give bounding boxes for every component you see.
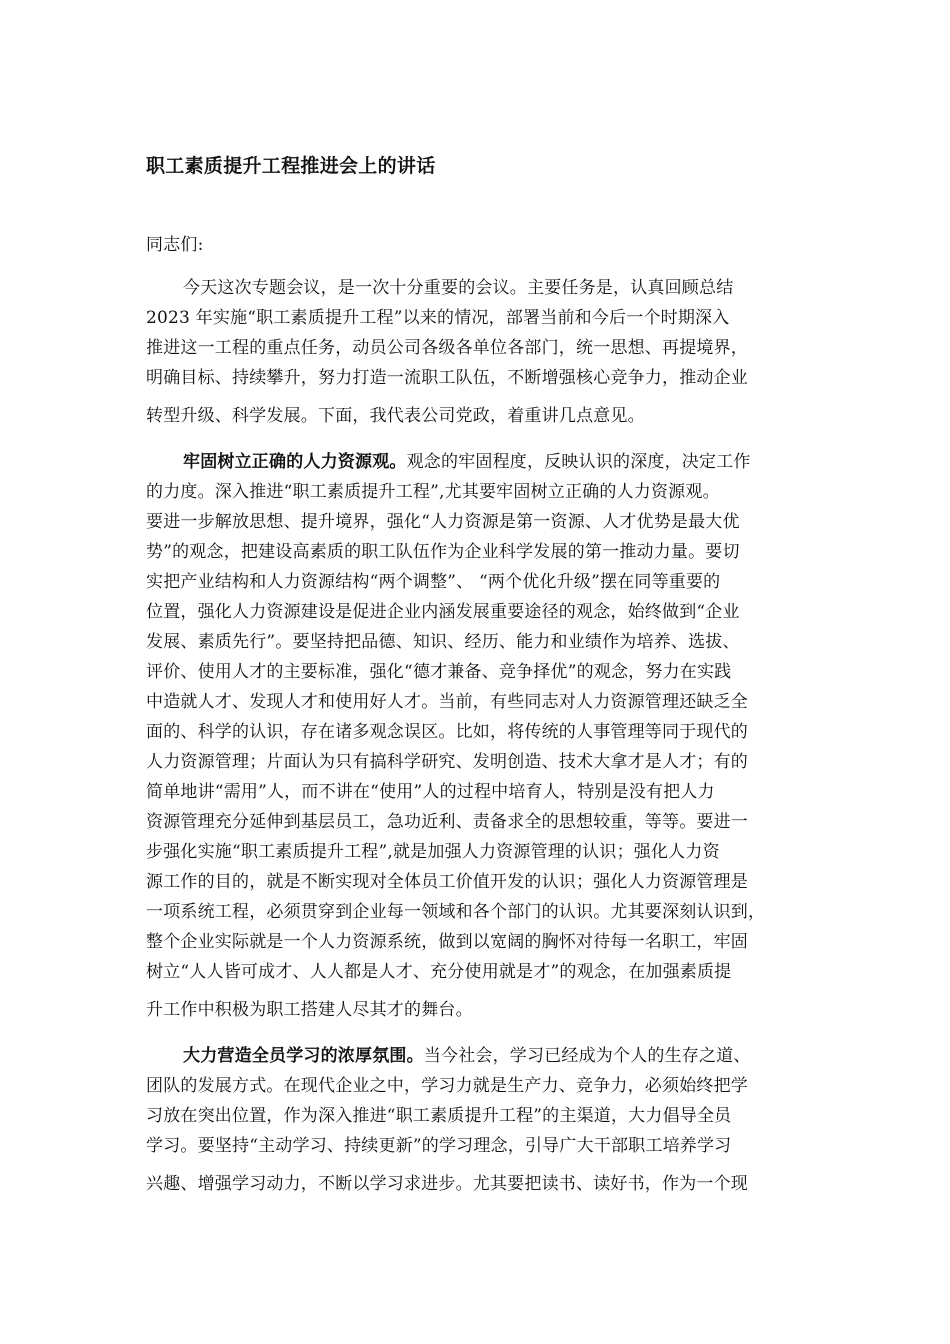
paragraph-2-line-1-text: 观念的牢固程度，反映认识的深度，决定工作 xyxy=(406,452,751,472)
paragraph-1-line-4: 明确目标、持续攀升，努力打造一流职工队伍，不断增强核心竞争力，推动企业 xyxy=(146,368,748,388)
paragraph-2-line-13: 资源管理充分延伸到基层员工，急功近利、责备求全的思想较重，等等。要进一 xyxy=(146,812,748,832)
paragraph-2-line-5: 实把产业结构和人力资源结构“两个调整”、 “两个优化升级”摆在同等重要的 xyxy=(146,572,721,592)
paragraph-2-line-17: 整个企业实际就是一个人力资源系统，做到以宽阔的胸怀对待每一名职工，牢固 xyxy=(146,932,748,952)
paragraph-2-line-14: 步强化实施“职工素质提升工程”,就是加强人力资源管理的认识；强化人力资 xyxy=(146,842,720,862)
paragraph-3-heading: 大力营造全员学习的浓厚氛围。 xyxy=(183,1046,424,1066)
paragraph-3-line-2: 团队的发展方式。在现代企业之中，学习力就是生产力、竞争力，必须始终把学 xyxy=(146,1076,748,1096)
paragraph-3-line-1 xyxy=(183,1044,751,1068)
paragraph-3-line-1-text: 当今社会，学习已经成为个人的生存之道、 xyxy=(423,1046,751,1066)
paragraph-2-line-6: 位置，强化人力资源建设是促进企业内涵发展重要途径的观念，始终做到“企业 xyxy=(146,602,740,622)
paragraph-2-line-4: 势”的观念，把建设高素质的职工队伍作为企业科学发展的第一推动力量。要切 xyxy=(146,542,740,562)
paragraph-2-line-15: 源工作的目的，就是不断实现对全体员工价值开发的认识；强化人力资源管理是 xyxy=(146,872,748,892)
paragraph-1-line-1: 今天这次专题会议，是一次十分重要的会议。主要任务是，认真回顾总结 xyxy=(183,278,734,298)
paragraph-2-line-3: 要进一步解放思想、提升境界，强化“人力资源是第一资源、人才优势是最大优 xyxy=(146,512,740,532)
paragraph-2-line-8: 评价、使用人才的主要标准，强化“德才兼备、竞争择优”的观念，努力在实践 xyxy=(146,662,732,682)
paragraph-2-line-2: 的力度。深入推进“职工素质提升工程”,尤其要牢固树立正确的人力资源观。 xyxy=(146,482,720,502)
paragraph-1-line-3: 推进这一工程的重点任务，动员公司各级各单位各部门，统一思想、再提境界， xyxy=(146,338,748,358)
paragraph-1-line-2: 2023 年实施“职工素质提升工程”以来的情况，部署当前和今后一个时期深入 xyxy=(146,308,730,328)
paragraph-2-heading: 牢固树立正确的人力资源观。 xyxy=(183,452,407,472)
paragraph-2-line-18: 树立“人人皆可成才、人人都是人才、充分使用就是才”的观念，在加强素质提 xyxy=(146,962,732,982)
paragraph-1-line-5: 转型升级、科学发展。下面，我代表公司党政，着重讲几点意见。 xyxy=(146,406,645,426)
greeting: 同志们: xyxy=(146,235,204,255)
paragraph-3-line-5: 兴趣、增强学习动力，不断以学习求进步。尤其要把读书、读好书，作为一个现 xyxy=(146,1174,748,1194)
document-title: 职工素质提升工程推进会上的讲话 xyxy=(146,155,436,177)
paragraph-2-line-11: 人力资源管理；片面认为只有搞科学研究、发明创造、技术大拿才是人才；有的 xyxy=(146,752,748,772)
paragraph-2-line-16: 一项系统工程，必须贯穿到企业每一领域和各个部门的认识。尤其要深刻认识到， xyxy=(146,902,766,922)
paragraph-2-line-9: 中造就人才、发现人才和使用好人才。当前，有些同志对人力资源管理还缺乏全 xyxy=(146,692,748,712)
paragraph-2-line-12: 简单地讲“需用”人，而不讲在“使用”人的过程中培育人，特别是没有把人力 xyxy=(146,782,715,802)
paragraph-2-line-1 xyxy=(183,450,751,474)
paragraph-2-line-19: 升工作中积极为职工搭建人尽其才的舞台。 xyxy=(146,1000,473,1020)
paragraph-3-line-3: 习放在突出位置，作为深入推进“职工素质提升工程”的主渠道，大力倡导全员 xyxy=(146,1106,732,1126)
paragraph-2-line-10: 面的、科学的认识，存在诸多观念误区。比如，将传统的人事管理等同于现代的 xyxy=(146,722,748,742)
paragraph-2-line-7: 发展、素质先行”。要坚持把品德、知识、经历、能力和业绩作为培养、选拔、 xyxy=(146,632,740,652)
paragraph-3-line-4: 学习。要坚持“主动学习、持续更新”的学习理念，引导广大干部职工培养学习 xyxy=(146,1136,732,1156)
